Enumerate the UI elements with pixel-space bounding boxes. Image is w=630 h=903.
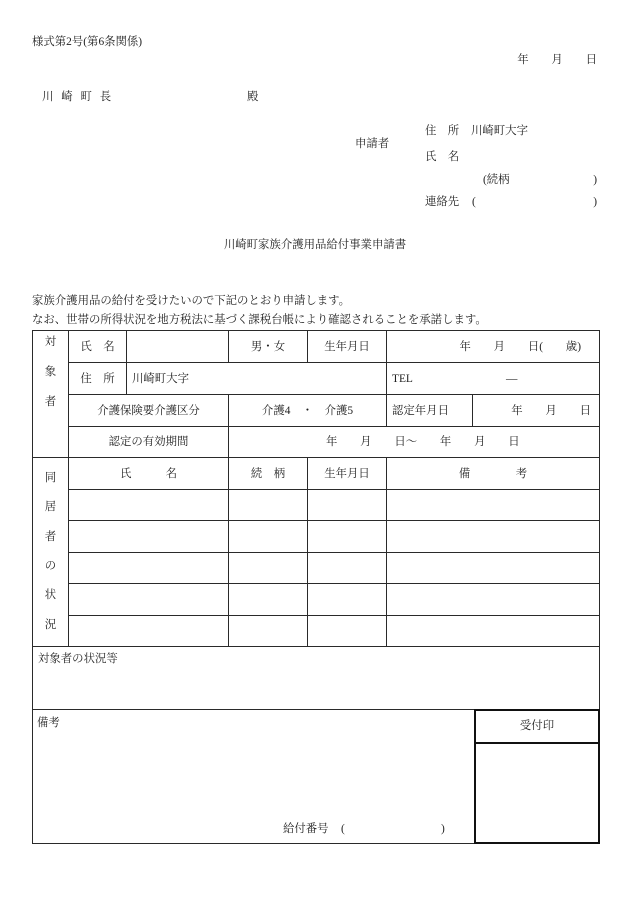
household-remarks-cell [387, 490, 600, 521]
household-row [33, 521, 600, 553]
receipt-stamp-label: 受付印 [476, 711, 598, 744]
household-relation-cell [229, 584, 308, 616]
household-header-row [33, 458, 600, 490]
household-birthdate-cell [308, 616, 387, 647]
household-name-cell [69, 584, 229, 616]
remarks-label: 備考 [37, 717, 60, 729]
household-birthdate-cell [308, 490, 387, 521]
applicant-address-label: 住 所 [425, 125, 460, 137]
certification-date-label: 認定年月日 [387, 395, 473, 427]
household-section-cell [33, 458, 69, 647]
household-birthdate-cell [308, 553, 387, 584]
valid-period-label: 認定の有効期間 [69, 427, 229, 458]
applicant-role-label: 申請者 [355, 138, 390, 150]
addressee-name: 川 崎 町 長 [42, 91, 112, 103]
form-number: 様式第2号(第6条関係) [32, 36, 143, 48]
valid-period-field: 年 月 日〜 年 月 日 [229, 427, 600, 458]
receipt-stamp-area [476, 744, 598, 842]
household-relation-cell [229, 490, 308, 521]
subject-row-valid-period [33, 427, 600, 458]
subject-birthdate-label: 生年月日 [308, 331, 387, 363]
subject-row-name [33, 331, 600, 363]
household-name-cell [69, 490, 229, 521]
applicant-relation-label: (続柄 [483, 174, 510, 186]
subject-birthdate-field: 年 月 日( 歳) [387, 331, 600, 363]
household-remarks-cell [387, 584, 600, 616]
household-relation-cell [229, 553, 308, 584]
household-header-name: 氏 名 [69, 458, 229, 490]
household-remarks-cell [387, 616, 600, 647]
subject-row-care-level [33, 395, 600, 427]
household-header-birthdate: 生年月日 [308, 458, 387, 490]
benefit-number-close-paren: ) [441, 823, 445, 835]
household-row [33, 616, 600, 647]
remarks-row [33, 710, 600, 844]
remarks-area [33, 710, 599, 843]
household-row [33, 553, 600, 584]
applicant-name-label: 氏 名 [425, 151, 460, 163]
applicant-contact-open-paren: ( [472, 196, 476, 208]
care-level-options: 介護4 ・ 介護5 [229, 395, 387, 427]
application-table [32, 330, 600, 844]
intro-line: なお、世帯の所得状況を地方税法に基づく課税台帳により確認されることを承諾します。 [32, 314, 487, 326]
household-birthdate-cell [308, 521, 387, 553]
subject-tel-label: TEL [392, 372, 413, 385]
benefit-number-line [283, 822, 445, 836]
subject-address-label: 住 所 [69, 363, 127, 395]
household-name-cell [69, 553, 229, 584]
care-level-label: 介護保険要介護区分 [69, 395, 229, 427]
subject-section-cell [33, 331, 69, 458]
applicant-contact-close-paren: ) [593, 196, 597, 208]
household-header-relation: 続 柄 [229, 458, 308, 490]
subject-tel-field [387, 363, 600, 395]
remarks-cell [33, 710, 600, 844]
certification-date-field: 年 月 日 [473, 395, 600, 427]
household-section-label: 同居者の状況 [44, 472, 57, 631]
subject-name-label: 氏 名 [69, 331, 127, 363]
household-relation-cell [229, 616, 308, 647]
household-birthdate-cell [308, 584, 387, 616]
submission-date: 年 月 日 [517, 54, 597, 66]
subject-address-field: 川崎町大字 [127, 363, 387, 395]
subject-section-label: 対象者 [44, 336, 57, 408]
applicant-contact-label: 連絡先 [425, 196, 460, 208]
benefit-number-label: 給付番号 [283, 823, 329, 835]
target-status-label: 対象者の状況等 [33, 647, 600, 710]
intro-line: 家族介護用品の給付を受けたいので下記のとおり申請します。 [32, 295, 351, 307]
addressee-honorific: 殿 [247, 91, 259, 103]
subject-row-address [33, 363, 600, 395]
household-remarks-cell [387, 521, 600, 553]
applicant-address-value: 川崎町大字 [471, 125, 528, 137]
document-title: 川崎町家族介護用品給付事業申請書 [223, 239, 407, 251]
subject-tel-separator: — [506, 372, 518, 385]
subject-sex-options: 男・女 [229, 331, 308, 363]
household-name-cell [69, 521, 229, 553]
household-name-cell [69, 616, 229, 647]
target-status-row [33, 647, 600, 710]
household-header-remarks: 備 考 [387, 458, 600, 490]
household-relation-cell [229, 521, 308, 553]
household-row [33, 584, 600, 616]
household-remarks-cell [387, 553, 600, 584]
household-row [33, 490, 600, 521]
applicant-relation-close-paren: ) [593, 174, 597, 186]
benefit-number-open-paren: ( [341, 823, 345, 835]
subject-name-field [127, 331, 229, 363]
receipt-stamp-box [474, 709, 600, 844]
